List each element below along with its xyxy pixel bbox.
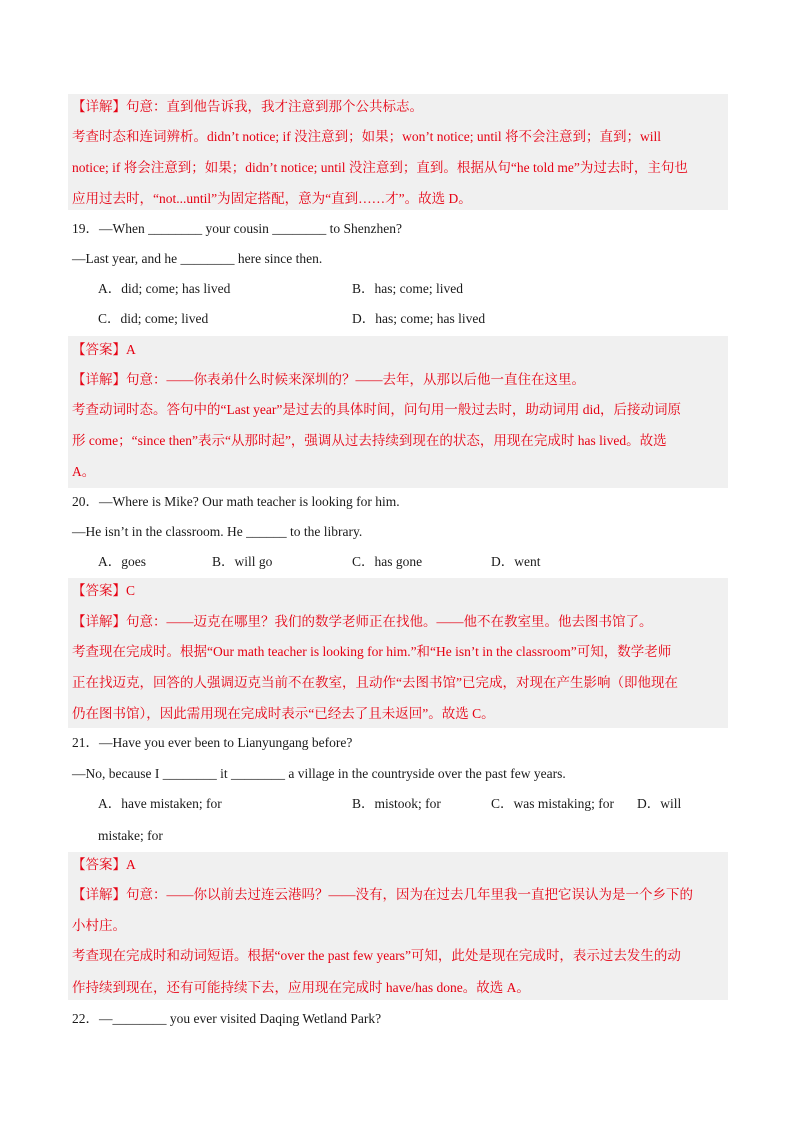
option-c: C．has gone (352, 554, 423, 569)
answer-label: 【答案】A (72, 342, 136, 357)
explanation-line: 应用过去时，“not...until”为固定搭配，意为“直到……才”。故选 D。 (72, 191, 472, 206)
option-d-continued: mistake; for (98, 828, 163, 843)
option-d: D．will (637, 796, 682, 811)
option-d: D．went (491, 554, 541, 569)
question-text: 21．—Have you ever been to Lianyungang before? (72, 735, 353, 750)
explanation-line: 【详解】句意：直到他告诉我，我才注意到那个公共标志。 (72, 99, 423, 114)
option-a: A．did; come; has lived (98, 281, 231, 296)
explanation-line: 小村庄。 (72, 918, 126, 933)
explanation-line: 考查动词时态。答句中的“Last year”是过去的具体时间，问句用一般过去时，助动词用 did，后接动词原 (72, 402, 681, 417)
question-text: 19．—When ________ your cousin ________ to Shenzhen? (72, 221, 402, 236)
explanation-line: 【详解】句意：——迈克在哪里？我们的数学老师正在找他。——他不在教室里。他去图书馆了。 (72, 614, 653, 629)
option-a: A．goes (98, 554, 146, 569)
explanation-line: A。 (72, 464, 96, 479)
option-b: B．will go (212, 554, 273, 569)
explanation-line: notice; if 将会注意到；如果；didn’t notice; until 没注意到；直到。根据从句“he told me”为过去时，主句也 (72, 160, 688, 175)
explanation-line: 正在找迈克，回答的人强调迈克当前不在教室，且动作“去图书馆”已完成，对现在产生影响（即他现在 (72, 675, 678, 690)
option-c: C．did; come; lived (98, 311, 209, 326)
explanation-line: 考查时态和连词辨析。didn’t notice; if 没注意到；如果；won’t notice; until 将不会注意到；直到；will (72, 129, 661, 144)
explanation-line: 形 come；“since then”表示“从那时起”，强调从过去持续到现在的状态，用现在完成时 has lived。故选 (72, 433, 667, 448)
question-text: —No, because I ________ it ________ a village in the countryside over the past few years. (72, 766, 566, 781)
option-b: B．mistook; for (352, 796, 441, 811)
question-text: —He isn’t in the classroom. He ______ to the library. (72, 524, 363, 539)
explanation-line: 【详解】句意：——你表弟什么时候来深圳的？——去年，从那以后他一直住在这里。 (72, 372, 585, 387)
explanation-line: 考查现在完成时和动词短语。根据“over the past few years”可知，此处是现在完成时，表示过去发生的动 (72, 948, 681, 963)
explanation-line: 【详解】句意：——你以前去过连云港吗？——没有，因为在过去几年里我一直把它误认为是一个乡下的 (72, 887, 693, 902)
option-d: D．has; come; has lived (352, 311, 486, 326)
explanation-line: 作持续到现在，还有可能持续下去，应用现在完成时 have/has done。故选 A。 (72, 980, 530, 995)
explanation-line: 仍在图书馆），因此需用现在完成时表示“已经去了且未返回”。故选 C。 (72, 706, 495, 721)
question-text: 22．—________ you ever visited Daqing Wetland Park? (72, 1011, 382, 1026)
answer-label: 【答案】C (72, 583, 136, 598)
option-a: A．have mistaken; for (98, 796, 222, 811)
option-c: C．was mistaking; for (491, 796, 614, 811)
question-text: 20．—Where is Mike? Our math teacher is looking for him. (72, 494, 400, 509)
answer-label: 【答案】A (72, 857, 136, 872)
option-b: B．has; come; lived (352, 281, 463, 296)
explanation-line: 考查现在完成时。根据“Our math teacher is looking for him.”和“He isn’t in the classroom”可知，数学老师 (72, 644, 672, 659)
question-text: —Last year, and he ________ here since then. (72, 251, 323, 266)
